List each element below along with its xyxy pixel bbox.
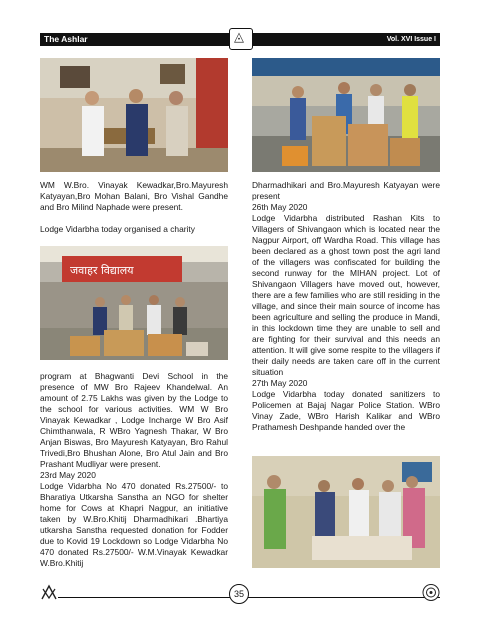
photo-middle-left — [40, 246, 228, 360]
masonic-emblem-icon — [40, 584, 58, 601]
right-column — [252, 180, 440, 433]
left-column-lower — [40, 371, 228, 569]
paragraph: Dharmadhikari and Bro.Mayuresh Katyayan were present — [252, 180, 440, 201]
photo-top-left — [40, 58, 228, 172]
paragraph: program at Bhagwanti Devi School in the presence of MW Bro Rajeev Khandelwal. An amount of 2.75 Lakhs was given by the Lodge to the school for various activities. WM W Bro Vinayak Kewadkar , Lodge Incharge W Bro Asif Chimthanwala, R WBro Yagnesh Thakar, W Bro Anjan Biswas, Bro Mayuresh Katyayan, Bro Rahul Trivedi,Bro Bhushan Alone, Bro Atul Jain and Bro Prashant Mudliyar were present. — [40, 371, 228, 469]
issue-label: Vol. XVI Issue I — [386, 36, 436, 43]
publication-title: The Ashlar — [44, 34, 88, 44]
masonic-emblem-icon — [229, 28, 253, 50]
paragraph: Lodge Vidarbha distributed Rashan Kits to Villagers of Shivangaon which is located near the Nagpur Airport, off Wardha Road. This village has been declared as a ghost town post the agri land of the villagers was confiscated for building the second runway for the MIHAN project. Lot of Shivangaon Villagers have moved out, however, there are a few families who are still residing in the village, and since their main source of income has been agriculture and selling the produce in Mandi, in this lockdown time they are unable to sell and are fighting for their survival and this needs an attention. It will give some respite to the villagers if their daily needs are taken care off in the current situation — [252, 213, 440, 377]
paragraph: Lodge Vidarbha No 470 donated Rs.27500/- to Bharatiya Utkarsha Sanstha an NGO for shelter home for Cows at Khapri Nagpur, an initiative taken by W.Bro.Khitij Dharmadhikari .Bhartiya utkarsha Sanstha requested donation for Fodder due to Kovid 19 Lockdown so Lodge Vidarbha No 470 donated Rs.27500/- W.M.Vinayak Kewadkar W.Bro.Khitij — [40, 481, 228, 568]
date-heading: 23rd May 2020 — [40, 470, 96, 480]
date-heading: 26th May 2020 — [252, 202, 308, 212]
page-number: 35 — [229, 584, 249, 604]
date-heading: 27th May 2020 — [252, 378, 308, 388]
photo-bottom-right — [252, 456, 440, 568]
left-column — [40, 180, 228, 235]
paragraph: Lodge Vidarbha today organised a charity — [40, 224, 195, 234]
photo-top-right — [252, 58, 440, 172]
paragraph: Lodge Vidarbha today donated sanitizers to Policemen at Bajaj Nagar Police Station. WBro Vinay Zade, WBro Harish Kalikar and WBro Prathamesh Deshpande handed over the — [252, 389, 440, 432]
lodge-seal-icon — [422, 584, 440, 601]
paragraph: WM W.Bro. Vinayak Kewadkar,Bro.Mayuresh Katyayan,Bro Mohan Balani, Bro Vishal Gandhe and Bro Milind Naphade were present. — [40, 180, 228, 212]
school-sign-text: जवाहर विद्यालय — [70, 264, 134, 277]
